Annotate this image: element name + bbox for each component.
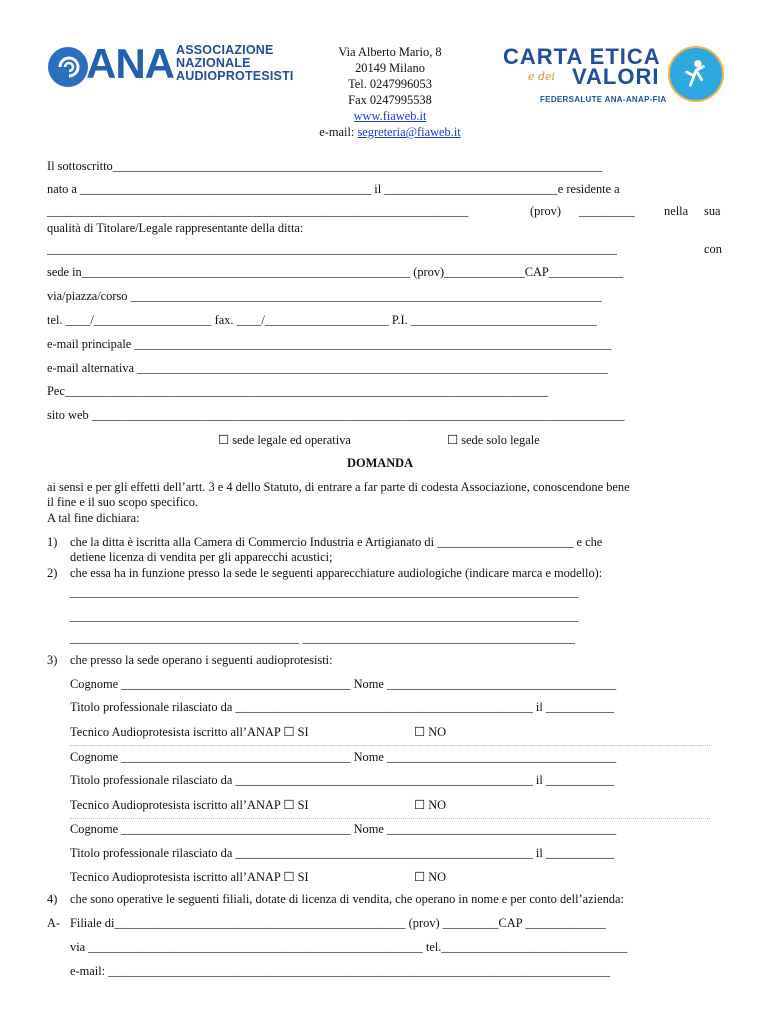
audioprotesista-1-anap-si[interactable]: Tecnico Audioprotesista iscritto all’ANAP ☐ SI xyxy=(70,725,309,739)
item-3-number: 3) xyxy=(47,653,58,667)
filiale-a-label: A- xyxy=(47,916,61,930)
item-2-line-2[interactable]: __________________________________________________________________________________ xyxy=(70,609,579,623)
filiale-a-via-tel[interactable]: via ______________________________________________________ tel.______________________________ xyxy=(70,940,628,954)
domanda-paragraph-3: A tal fine dichiara: xyxy=(47,511,140,525)
address-fax: Fax 0247995538 xyxy=(348,93,432,107)
checkbox-sede-legale-operativa[interactable]: ☐ sede legale ed operativa xyxy=(218,433,351,447)
filiale-a-citta[interactable]: Filiale di_______________________________________________ (prov) _________CAP _____________ xyxy=(70,916,606,930)
separator xyxy=(70,745,710,746)
email-link[interactable]: segreteria@fiaweb.it xyxy=(357,125,461,139)
address-block xyxy=(290,44,490,140)
field-tel-fax-pi[interactable]: tel. ____/___________________ fax. ____/____________________ P.I. ______________________________ xyxy=(47,313,597,327)
label-sua: sua xyxy=(704,204,721,218)
checkbox-sede-solo-legale[interactable]: ☐ sede solo legale xyxy=(447,433,540,447)
field-email-principale[interactable]: e-mail principale _____________________________________________________________________________ xyxy=(47,337,612,351)
separator xyxy=(70,818,710,819)
label-qualita: qualità di Titolare/Legale rappresentante della ditta: xyxy=(47,221,304,235)
field-prov[interactable]: _________ xyxy=(579,204,635,218)
website-link[interactable]: www.fiaweb.it xyxy=(353,109,427,123)
ana-logo-wordmark: ANA xyxy=(86,40,174,87)
item-1-text[interactable]: che la ditta è iscritta alla Camera di Commercio Industria e Artigianato di ______________________ e che xyxy=(70,535,603,549)
ana-name-line-2: NAZIONALE xyxy=(176,56,251,70)
address-city: 20149 Milano xyxy=(355,61,425,75)
domanda-paragraph-2: il fine e il suo scopo specifico. xyxy=(47,495,199,509)
field-email-alternativa[interactable]: e-mail alternativa ____________________________________________________________________________ xyxy=(47,361,608,375)
audioprotesista-2-titolo[interactable]: Titolo professionale rilasciato da ________________________________________________ il ___________ xyxy=(70,773,615,787)
audioprotesista-3-anap-no[interactable]: ☐ NO xyxy=(414,870,447,884)
label-con: con xyxy=(704,242,722,256)
audioprotesista-1-cognome-nome[interactable]: Cognome _____________________________________ Nome _____________________________________ xyxy=(70,677,617,691)
field-nato-a[interactable]: nato a _______________________________________________ il ____________________________e residente a xyxy=(47,182,620,196)
carta-emblem-icon xyxy=(668,46,724,102)
field-residente[interactable]: ____________________________________________________________________ xyxy=(47,204,469,218)
carta-e-dei: e dei xyxy=(528,70,556,83)
audioprotesista-2-anap-si[interactable]: Tecnico Audioprotesista iscritto all’ANAP ☐ SI xyxy=(70,798,309,812)
domanda-paragraph-1: ai sensi e per gli effetti dell’artt. 3 e 4 dello Statuto, di entrare a far parte di codesta Associazione, conoscendone bene xyxy=(47,480,630,494)
carta-etica-title: CARTA ETICA xyxy=(503,44,661,69)
field-sito-web[interactable]: sito web ______________________________________________________________________________________ xyxy=(47,408,625,422)
audioprotesista-2-cognome-nome[interactable]: Cognome _____________________________________ Nome _____________________________________ xyxy=(70,750,617,764)
audioprotesista-1-anap-no[interactable]: ☐ NO xyxy=(414,725,447,739)
item-1-text-cont: detiene licenza di vendita per gli apparecchi acustici; xyxy=(70,550,333,564)
item-4-number: 4) xyxy=(47,892,58,906)
field-pec[interactable]: Pec______________________________________________________________________________ xyxy=(47,384,549,398)
ana-name-line-3: AUDIOPROTESISTI xyxy=(176,69,294,83)
email-label: e-mail: xyxy=(319,125,358,139)
field-via-piazza[interactable]: via/piazza/corso ____________________________________________________________________________ xyxy=(47,289,602,303)
audioprotesista-3-anap-si[interactable]: Tecnico Audioprotesista iscritto all’ANAP ☐ SI xyxy=(70,870,309,884)
audioprotesista-1-titolo[interactable]: Titolo professionale rilasciato da ________________________________________________ il ___________ xyxy=(70,700,615,714)
item-2-text: che essa ha in funzione presso la sede le seguenti apparecchiature audiologiche (indicare marca e modello): xyxy=(70,566,603,580)
item-3-text: che presso la sede operano i seguenti audioprotesisti: xyxy=(70,653,333,667)
item-2-line-1[interactable]: __________________________________________________________________________________ xyxy=(70,585,579,599)
field-sede[interactable]: sede in_____________________________________________________ (prov)_____________CAP____________ xyxy=(47,265,624,279)
address-street: Via Alberto Mario, 8 xyxy=(338,45,442,59)
ana-name xyxy=(176,44,294,83)
carta-federsalute: FEDERSALUTE ANA-ANAP-FIA xyxy=(540,95,667,104)
item-2-number: 2) xyxy=(47,566,58,580)
item-2-line-3[interactable]: _____________________________________ ____________________________________________ xyxy=(70,631,575,645)
item-1-number: 1) xyxy=(47,535,58,549)
audioprotesista-2-anap-no[interactable]: ☐ NO xyxy=(414,798,447,812)
filiale-a-email[interactable]: e-mail: _________________________________________________________________________________ xyxy=(70,964,611,978)
field-sottoscritto[interactable]: Il sottoscritto_______________________________________________________________________________ xyxy=(47,159,603,173)
carta-valori: VALORI xyxy=(572,64,660,89)
item-4-text: che sono operative le seguenti filiali, dotate di licenza di vendita, che operano in nome e per conto dell’azienda: xyxy=(70,892,624,906)
label-prov: (prov) xyxy=(530,204,561,218)
address-tel: Tel. 0247996053 xyxy=(348,77,432,91)
ana-name-line-1: ASSOCIAZIONE xyxy=(176,43,274,57)
audioprotesista-3-cognome-nome[interactable]: Cognome _____________________________________ Nome _____________________________________ xyxy=(70,822,617,836)
audioprotesista-3-titolo[interactable]: Titolo professionale rilasciato da ________________________________________________ il ___________ xyxy=(70,846,615,860)
domanda-title: DOMANDA xyxy=(347,456,414,470)
field-ditta[interactable]: ____________________________________________________________________________________________ xyxy=(47,242,617,256)
label-nella: nella xyxy=(664,204,689,218)
